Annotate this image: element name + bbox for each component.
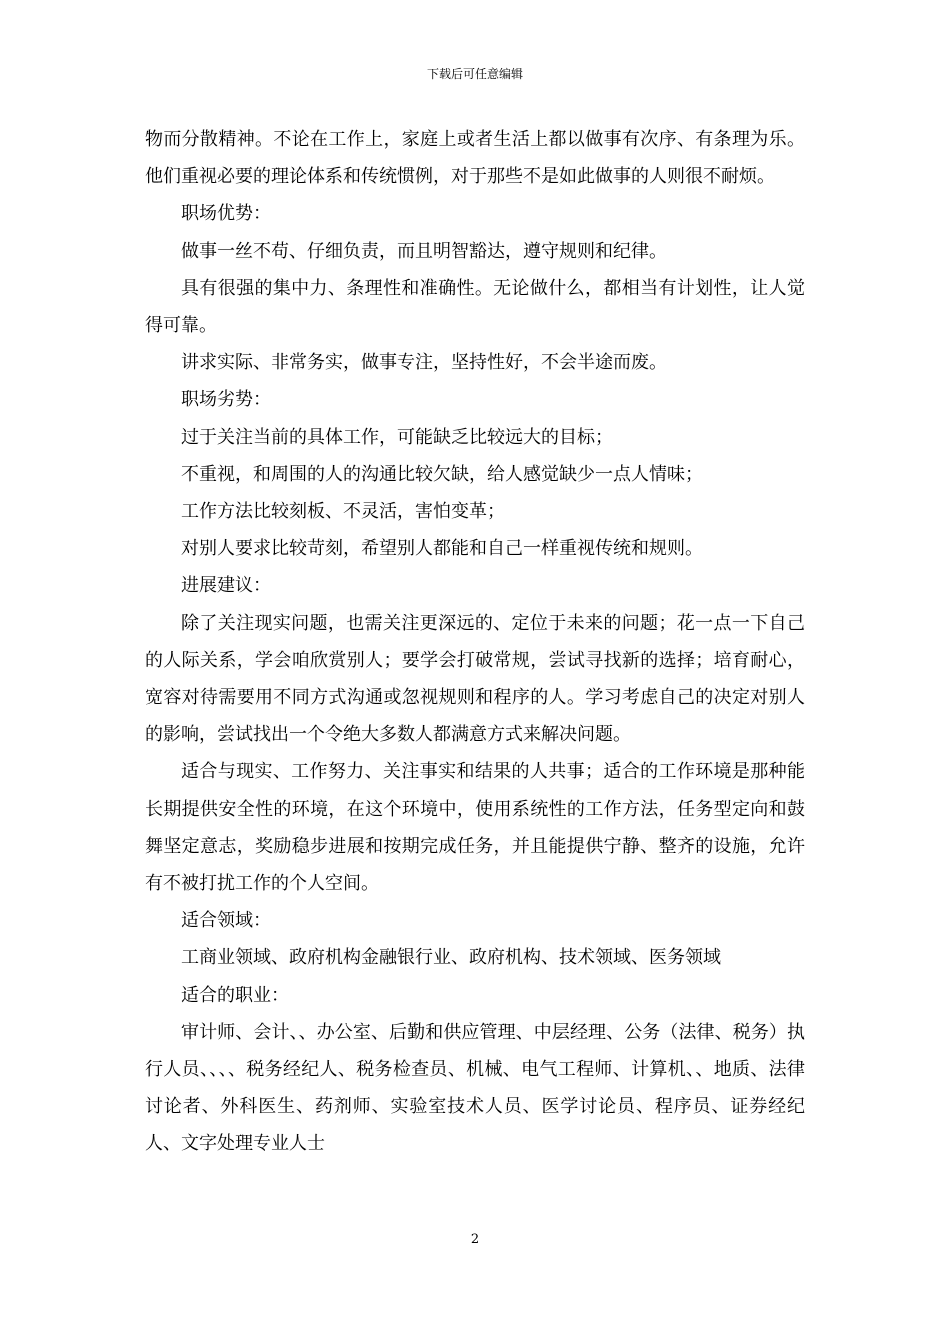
paragraph: 工作方法比较刻板、不灵活，害怕变革； xyxy=(181,501,505,523)
paragraph: 除了关注现实问题，也需关注更深远的、定位于未来的问题；花一点一下自己的人际关系，学会咱欣赏别人；要学会打破常规，尝试寻找新的选择；培育耐心，宽容对待需要用不同方式沟通或忽视规则和程序的人。学习考虑自己的决定对别人的影响，尝试找出一个令绝大多数人都满意方式来解决问题。 xyxy=(145,612,805,746)
paragraph: 做事一丝不苟、仔细负责，而且明智豁达，遵守规则和纪律。 xyxy=(181,240,667,262)
paragraph: 对别人要求比较苛刻，希望别人都能和自己一样重视传统和规则。 xyxy=(181,538,703,560)
paragraph: 审计师、会计、、办公室、后勤和供应管理、中层经理、公务（法律、税务）执行人员、、、、税务经纪人、税务检查员、机械、电气工程师、计算机、、地质、法律讨论者、外科医生、药剂师、实验室技术人员、医学讨论员、程序员、证券经纪人、文字处理专业人士 xyxy=(145,1021,805,1155)
document-body xyxy=(145,121,805,1163)
paragraph: 具有很强的集中力、条理性和准确性。无论做什么，都相当有计划性，让人觉得可靠。 xyxy=(145,277,805,337)
section-heading-development-advice: 进展建议： xyxy=(181,575,271,597)
section-heading-career-weaknesses: 职场劣势： xyxy=(181,389,271,411)
page-number: 2 xyxy=(470,1232,480,1247)
paragraph: 物而分散精神。不论在工作上，家庭上或者生活上都以做事有次序、有条理为乐。他们重视必要的理论体系和传统惯例，对于那些不是如此做事的人则很不耐烦。 xyxy=(145,129,805,188)
section-heading-suitable-fields: 适合领域： xyxy=(181,910,271,932)
section-heading-suitable-careers: 适合的职业： xyxy=(181,984,289,1006)
section-heading-career-strengths: 职场优势： xyxy=(181,203,271,225)
paragraph: 过于关注当前的具体工作，可能缺乏比较远大的目标； xyxy=(181,426,613,448)
paragraph: 讲求实际、非常务实，做事专注，坚持性好，不会半途而废。 xyxy=(181,352,667,374)
paragraph: 不重视，和周围的人的沟通比较欠缺，给人感觉缺少一点人情味； xyxy=(181,463,703,485)
paragraph: 适合与现实、工作努力、关注事实和结果的人共事；适合的工作环境是那种能长期提供安全性的环境，在这个环境中，使用系统性的工作方法，任务型定向和鼓舞坚定意志，奖励稳步进展和按期完成任务，并且能提供宁静、整齐的设施，允许有不被打扰工作的个人空间。 xyxy=(145,761,805,895)
page-header: 下载后可任意编辑 xyxy=(426,67,523,81)
paragraph: 工商业领域、政府机构金融银行业、政府机构、技术领域、医务领域 xyxy=(181,947,721,969)
